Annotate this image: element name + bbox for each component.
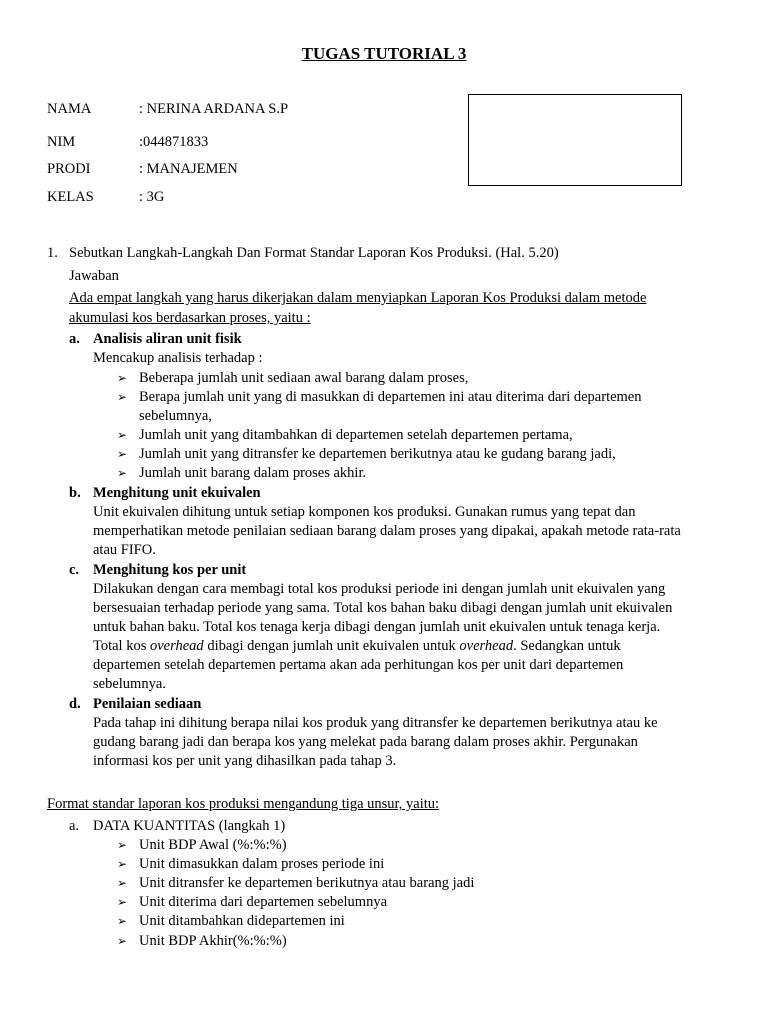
text-run: dibagi dengan jumlah unit ekuivalen untuk — [203, 638, 460, 654]
format-a-heading: DATA KUANTITAS (langkah 1) — [93, 818, 286, 834]
step-c-text: Dilakukan dengan cara membagi total kos produksi periode ini dengan jumlah unit ekuivalen yang — [93, 581, 666, 597]
answer-intro-line: Ada empat langkah yang harus dikerjakan dalam menyiapkan Laporan Kos Produksi dalam metode — [69, 290, 647, 306]
question-text: Sebutkan Langkah-Langkah Dan Format Standar Laporan Kos Produksi. (Hal. 5.20) — [69, 245, 559, 261]
arrowhead-bullet-icon: ➢ — [117, 857, 128, 871]
list-item: Beberapa jumlah unit sediaan awal barang dalam proses, — [139, 370, 469, 386]
list-item: Unit dimasukkan dalam proses periode ini — [139, 856, 385, 872]
prodi-value: : MANAJEMEN — [139, 161, 238, 177]
list-item: Berapa jumlah unit yang di masukkan di departemen ini atau diterima dari departemen — [139, 389, 642, 405]
name-value: : NERINA ARDANA S.P — [139, 101, 289, 117]
list-item: Unit ditambahkan didepartemen ini — [139, 913, 345, 929]
step-a-lead: Mencakup analisis terhadap : — [93, 350, 263, 366]
step-c-text: bersesuaian terhadap periode yang sama. Total kos bahan baku dibagi dengan jumlah unit ekuivalen — [93, 600, 673, 616]
list-item: Jumlah unit yang ditambahkan di departemen setelah departemen pertama, — [139, 427, 573, 443]
name-label: NAMA — [47, 101, 92, 117]
arrowhead-bullet-icon: ➢ — [117, 895, 128, 909]
arrowhead-bullet-icon: ➢ — [117, 428, 128, 442]
step-b-marker: b. — [69, 485, 81, 501]
step-d-text: Pada tahap ini dihitung berapa nilai kos produk yang ditransfer ke departemen berikutnya atau ke — [93, 715, 658, 731]
kelas-value: : 3G — [139, 189, 165, 205]
text-run: . Sedangkan untuk — [513, 638, 621, 654]
step-c-text: departemen setelah departemen pertama akan ada perhitungan kos per unit dari departemen — [93, 657, 624, 673]
list-item: Unit diterima dari departemen sebelumnya — [139, 894, 388, 910]
list-item: Unit BDP Akhir(%:%:%) — [139, 933, 287, 949]
answer-intro-line: akumulasi kos berdasarkan proses, yaitu : — [69, 310, 311, 326]
arrowhead-bullet-icon: ➢ — [117, 447, 128, 461]
list-item-continuation: sebelumnya, — [139, 408, 212, 424]
step-b-text: atau FIFO. — [93, 542, 156, 558]
step-c-text: untuk bahan baku. Total kos tenaga kerja dibagi dengan jumlah unit ekuivalen untuk tenaga kerja. — [93, 619, 661, 635]
step-c-marker: c. — [69, 562, 80, 578]
nim-value: :044871833 — [139, 134, 209, 150]
question-number: 1. — [47, 245, 58, 261]
step-d-marker: d. — [69, 696, 81, 712]
arrowhead-bullet-icon: ➢ — [117, 371, 128, 385]
arrowhead-bullet-icon: ➢ — [117, 838, 128, 852]
step-b-text: memperhatikan metode penilaian sediaan barang dalam proses yang dipakai, apakah metode rata-rata — [93, 523, 681, 539]
step-d-text: informasi kos per unit yang dihasilkan pada tahap 3. — [93, 753, 397, 769]
arrowhead-bullet-icon: ➢ — [117, 934, 128, 948]
list-item: Unit ditransfer ke departemen berikutnya atau barang jadi — [139, 875, 475, 891]
list-item: Jumlah unit barang dalam proses akhir. — [139, 465, 367, 481]
text-run: Total kos — [93, 638, 150, 654]
step-c-heading: Menghitung kos per unit — [93, 562, 247, 578]
format-a-marker: a. — [69, 818, 80, 834]
arrowhead-bullet-icon: ➢ — [117, 390, 128, 404]
step-c-text: sebelumnya. — [93, 676, 166, 692]
text-run-italic: overhead — [149, 638, 204, 654]
format-intro: Format standar laporan kos produksi mengandung tiga unsur, yaitu: — [47, 796, 440, 812]
step-a-heading: Analisis aliran unit fisik — [93, 331, 242, 347]
prodi-label: PRODI — [47, 161, 91, 177]
list-item: Unit BDP Awal (%:%:%) — [139, 837, 287, 853]
step-b-text: Unit ekuivalen dihitung untuk setiap komponen kos produksi. Gunakan rumus yang tepat dan — [93, 504, 636, 520]
step-b-heading: Menghitung unit ekuivalen — [93, 485, 261, 501]
answer-label: Jawaban — [69, 268, 119, 284]
step-d-heading: Penilaian sediaan — [93, 696, 202, 712]
text-run-italic: overhead — [459, 638, 514, 654]
list-item: Jumlah unit yang ditransfer ke departemen berikutnya atau ke gudang barang jadi, — [139, 446, 616, 462]
arrowhead-bullet-icon: ➢ — [117, 466, 128, 480]
step-c-text — [93, 637, 621, 656]
arrowhead-bullet-icon: ➢ — [117, 876, 128, 890]
step-a-marker: a. — [69, 331, 80, 347]
arrowhead-bullet-icon: ➢ — [117, 914, 128, 928]
kelas-label: KELAS — [47, 189, 94, 205]
nim-label: NIM — [47, 134, 76, 150]
step-d-text: gudang barang jadi dan berapa kos yang melekat pada barang dalam proses akhir. Pergunakan — [93, 734, 638, 750]
document-title: TUGAS TUTORIAL 3 — [301, 44, 467, 63]
photo-box — [468, 94, 682, 186]
